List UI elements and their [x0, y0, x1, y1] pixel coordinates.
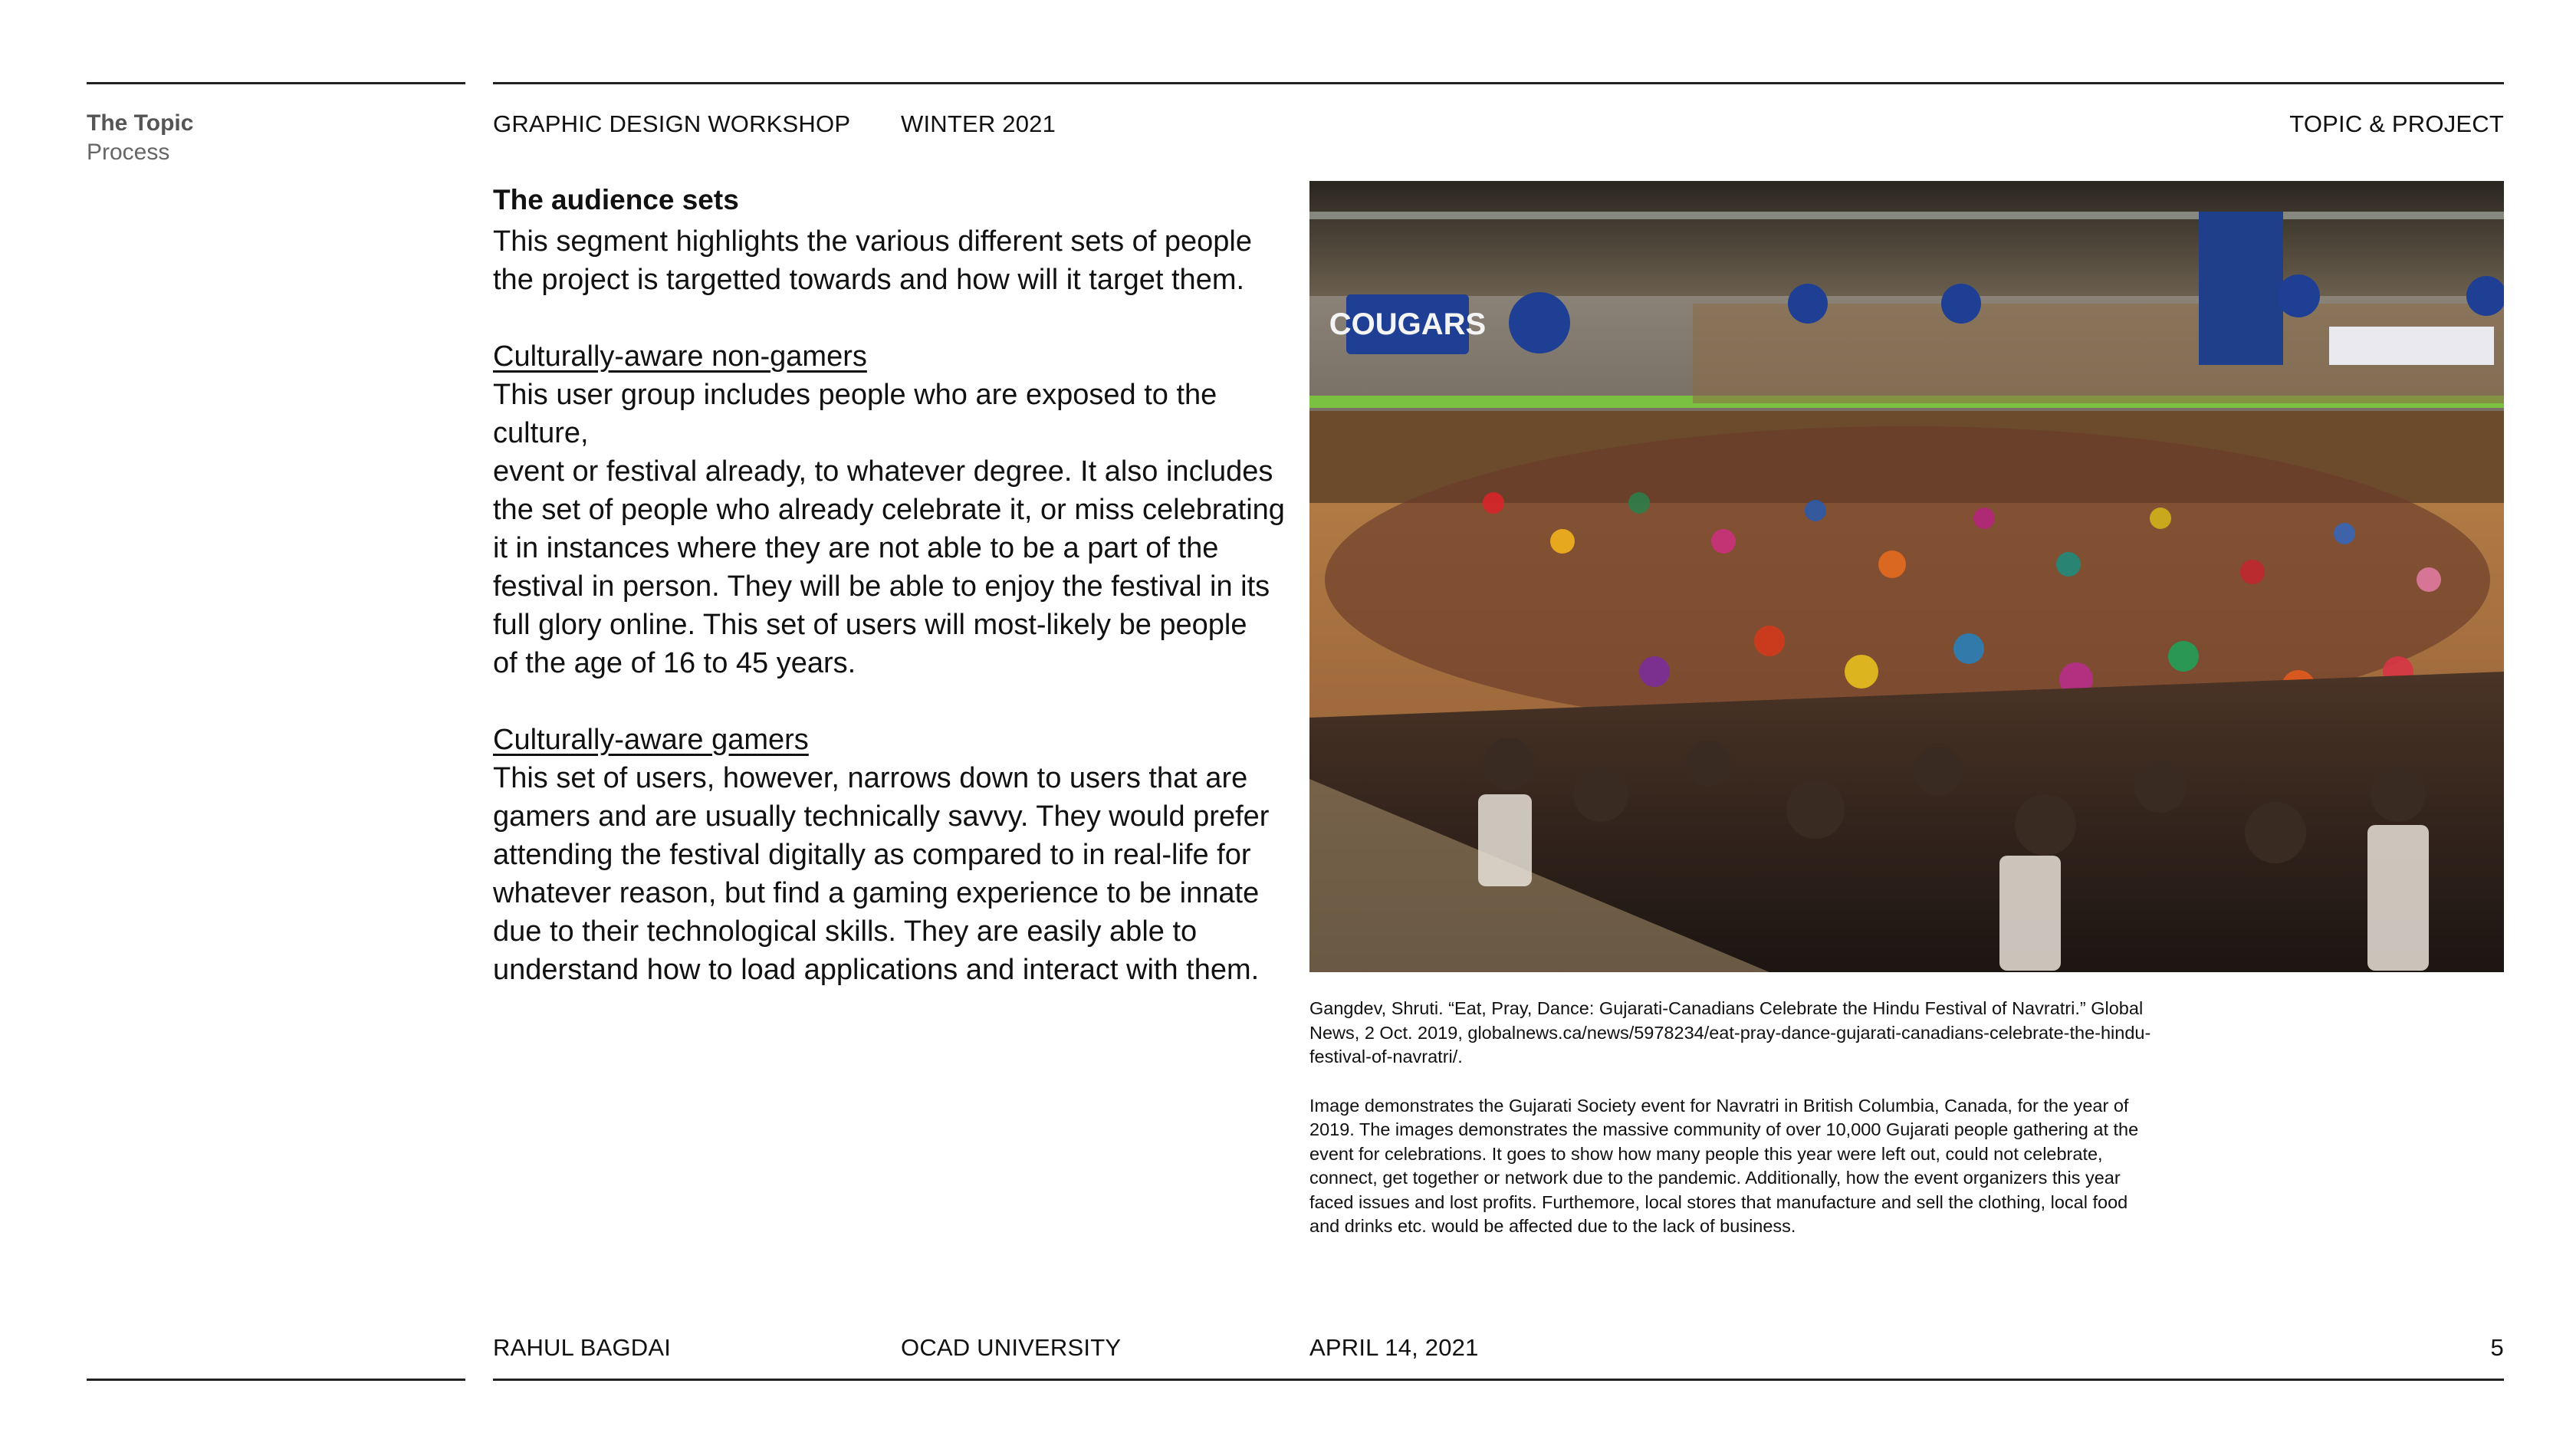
- top-rule-left: [87, 82, 465, 84]
- event-photo: [1309, 181, 2504, 972]
- banner-text: COUGARS: [1329, 307, 1487, 341]
- sidebar-subtitle[interactable]: Process: [87, 140, 170, 165]
- caption-description: Image demonstrates the Gujarati Society event for Navratri in British Columbia, Canada, for the year of 2019. The images demonstrates the massive community of over 10,000 Gujarati people gathering at the event for celebrations. It goes to show how many people this year were left out, could not celebrate, connect, get together or network due to the pandemic. Additionally, how the event organizers this year faced issues and lost profits. Furthemore, local stores that manufacture and sell the clothing, local food and drinks etc. would be affected due to the lack of business.: [1309, 1095, 2139, 1236]
- header-section: TOPIC & PROJECT: [2289, 110, 2504, 137]
- section-heading: The audience sets: [493, 184, 739, 215]
- page-number: 5: [2490, 1334, 2504, 1361]
- caption-citation: Gangdev, Shruti. “Eat, Pray, Dance: Gujarati-Canadians Celebrate the Hindu Festival of Navratri.” Global News, 2 Oct. 2019, globalnews.ca/news/5978234/eat-pray-dance-gujarati-canadians-celebrate-the-hindu-festival-of-navratri/.: [1309, 998, 2151, 1066]
- section-intro: This segment highlights the various different sets of people the project is targetted towards and how will it target them.: [493, 225, 1252, 296]
- bottom-rule-right: [493, 1379, 2504, 1381]
- group-title-non-gamers: Culturally-aware non-gamers: [493, 340, 867, 373]
- group-title-gamers: Culturally-aware gamers: [493, 724, 809, 756]
- footer-school: OCAD UNIVERSITY: [901, 1334, 1122, 1361]
- group-text-non-gamers: This user group includes people who are exposed to the culture, event or festival already, to whatever degree. It also includes the set of people who already celebrate it, or miss celebrating it in instances where they are not able to be a part of the festival in person. They will be able to enjoy the festival in its full glory online. This set of users will most-likely be people of the age of 16 to 45 years.: [493, 379, 1285, 679]
- sidebar-title[interactable]: The Topic: [87, 110, 194, 136]
- footer-date: APRIL 14, 2021: [1309, 1334, 1479, 1361]
- body-text: [493, 181, 1298, 989]
- group-text-gamers: This set of users, however, narrows down to users that are gamers and are usually technically savvy. They would prefer attending the festival digitally as compared to in real-life for whatever reason, but find a gaming experience to be innate due to their technological skills. They are easily able to understand how to load applications and interact with them.: [493, 762, 1270, 986]
- header-term: WINTER 2021: [901, 110, 1056, 137]
- photo-caption: [1309, 997, 2153, 1264]
- bottom-rule-left: [87, 1379, 465, 1381]
- header-course: GRAPHIC DESIGN WORKSHOP: [493, 110, 851, 137]
- footer-author: RAHUL BAGDAI: [493, 1334, 672, 1361]
- top-rule-right: [493, 82, 2504, 84]
